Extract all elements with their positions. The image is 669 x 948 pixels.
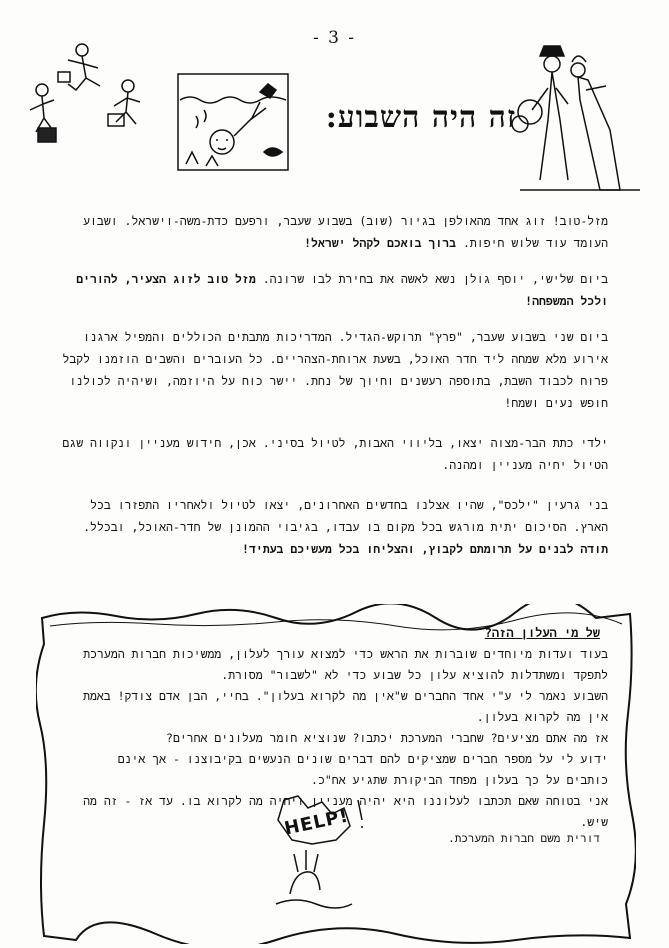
box-line: אז מה אתם מציעים? שחברי המערכת יכתבו? שנוציא חומר מעלונים אחרים? (166, 731, 608, 745)
help-text: HELP! (282, 805, 351, 840)
travelers-illustration (30, 44, 140, 142)
box-line: לתפקד ומשתדלות להוציא עלון כל שבוע כדי לא "לשבור" מסורת. (221, 668, 608, 682)
box-line: אני בטוחה שאם תכתבו לעלוננו היא יהיה מעניין ויהיה מה לקרוא בו. עד אז - זה מה (83, 794, 608, 808)
signature: דורית משם חברות המערכת. (448, 832, 600, 845)
section-mazal-tov (60, 210, 608, 254)
section-event (60, 326, 608, 414)
section-bold-text: מזל טוב לזוג הצעיר, להורים ולכל המשפחה! (76, 272, 608, 308)
section-bold-text: ברוך בואכם לקהל ישראל! (304, 236, 457, 250)
box-line: כותבים על כך בעלון מפחד הביקורת שתגיע אח"כ. (311, 773, 608, 787)
section-text: ביום שלישי, יוסף גולן נשא לאשה את בחירת לבו שרונה. (262, 272, 608, 286)
page-number: - 3 - (312, 28, 357, 48)
swimmer-illustration (178, 74, 288, 170)
box-line: שיש. (580, 815, 608, 829)
box-line: השבוע נאמר לי ע"י אחד החברים ש"אין מה לקרוא בעלון". בחיי, הבן אדם צודק! באמת (83, 689, 608, 703)
box-title: של מי העלון הזה? (484, 626, 600, 640)
couple-illustration (512, 46, 640, 190)
section-text: ביום שני בשבוע שעבר, "פרץ" תרוקש-הגדיל. המדריכות מתבתים הכוללים והמפיל ארגנו אירוע מלא שמחה ליד חדר האוכל, בשעת ארוחת-הצהריים. כל העוברים והשבים הוזמנו לקבל פרוח לכבוד השבת, בתוספה רעשנים וחיוך של נחת. יישר כוח על היוזמה, ושיהיה לכולנו חופש נעים ושמח! (62, 330, 608, 410)
section-bold-text: תודה לבנים על תרומתם לקבוץ, והצליחו בכל מעשיכם בעתיד! (242, 542, 608, 556)
section-trip (60, 432, 608, 476)
section-text: ילדי כתת הבר-מצוה יצאו, בליווי האבות, לטיול בסיני. אכן, חידוש מעניין ונקווה שגם הטיול יחיה מעניין ומהנה. (62, 436, 608, 472)
box-line: בעוד ועדות מיוחדים שוברות את הראש כדי למצוא עורך לעלון, ממשיכות חברות המערכת (83, 647, 608, 661)
box-body (60, 644, 608, 833)
box-line: אין מה לקרוא בעלון. (476, 710, 608, 724)
section-wedding (60, 268, 608, 312)
section-text: מזל-טוב! זוג אחד מהאולפן בגיור (שוב) בשבוע שעבר, ורפעם כדת-משה-וישראל. ושבוע העומד עוד שלוש חיפות. (83, 214, 608, 250)
box-line: ידוע לי על מספר חברים שמציקים להם דברים שונים הנעשים בקיבוצנו - אך אינם (117, 752, 608, 766)
page-title: זה היה השבוע: (325, 100, 517, 135)
section-text: בני גרעין "ילכס", שהיו אצלנו בחדשים האחרונים, יצאו לטיול ולאחריו התפזרו בכל הארץ. הסיכום יתית מורגש בכל מקום בו עבדו, בגיבוי ההמונן של חדר-האוכל, ובכלל. (83, 498, 608, 534)
section-garin (60, 494, 608, 560)
